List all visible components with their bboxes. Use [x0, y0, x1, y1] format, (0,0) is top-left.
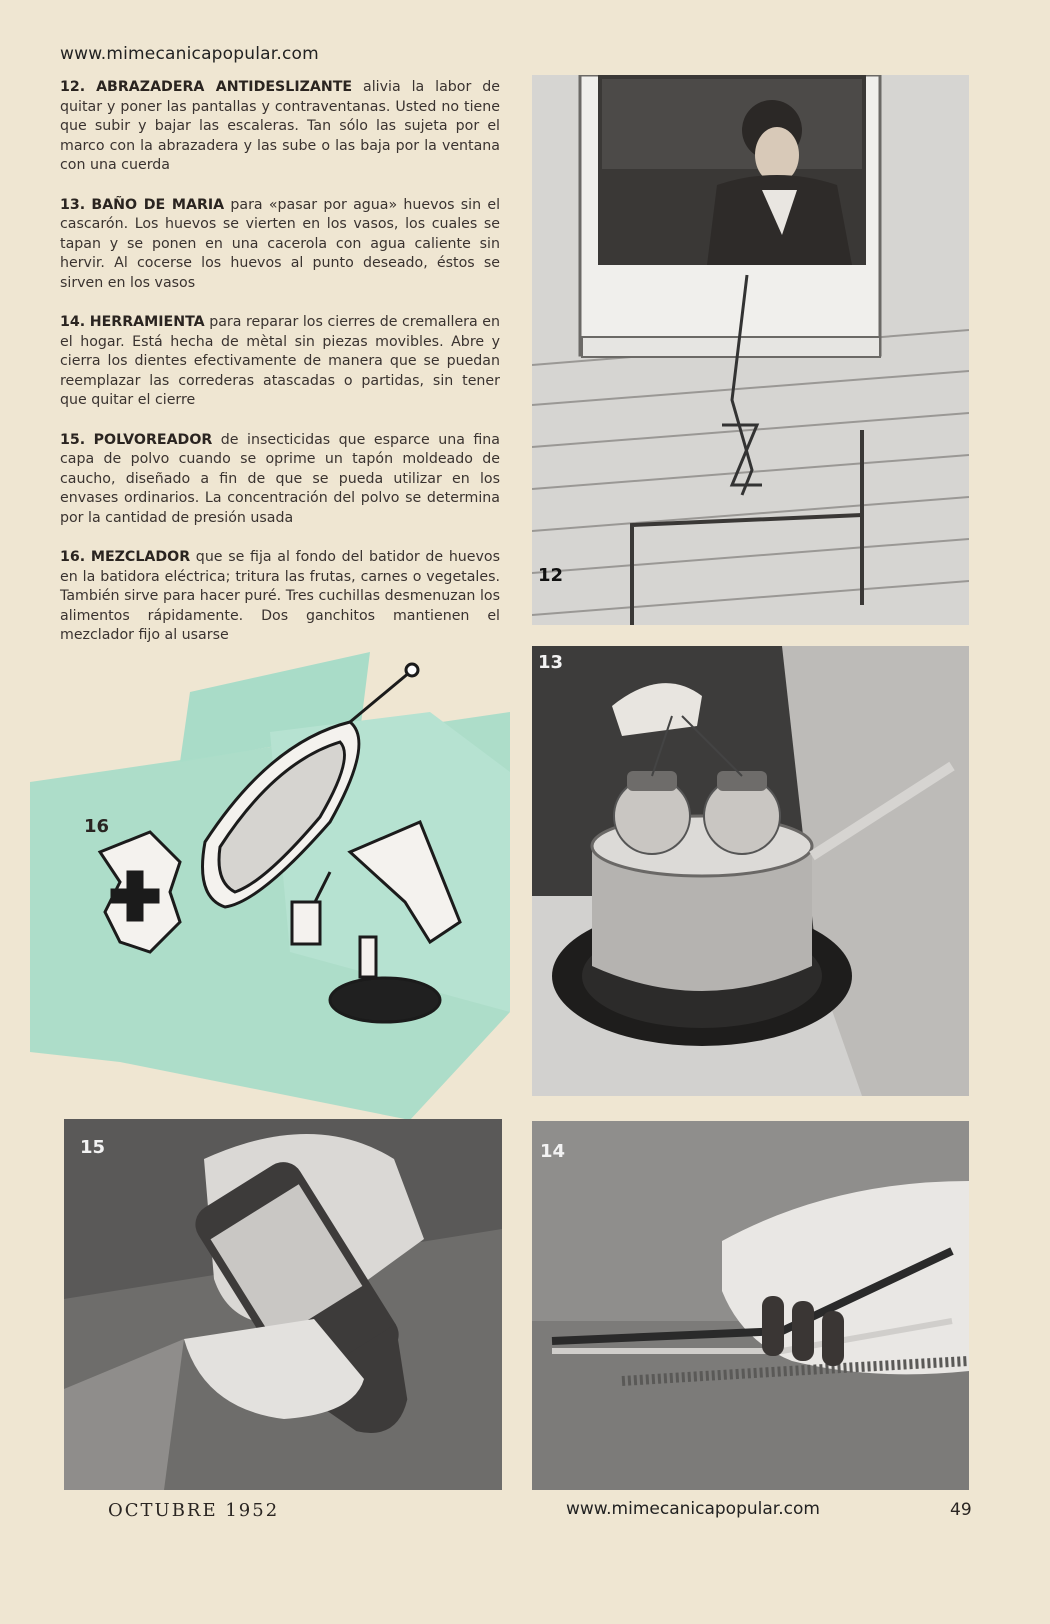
- illustration-16-mixer: [30, 652, 510, 1120]
- item-12-text: alivia la labor de quitar y poner las pantallas y contraventanas. Usted no tiene que subir y bajar las escaleras. Tan sólo las sujeta por el marco con la abrazadera y las sube o las baja por la ventana con una cuerda: [60, 79, 500, 173]
- item-15-num: 15.: [60, 431, 86, 448]
- item-15-title: POLVOREADOR: [93, 431, 213, 448]
- mixer-illustration: [30, 652, 510, 1120]
- item-16-title: MEZCLADOR: [90, 549, 191, 565]
- article-body: [60, 78, 500, 666]
- photo-13-egg-poacher: [532, 646, 969, 1096]
- item-15-text: de insecticidas que esparce una fina capa de polvo cuando se oprime un tapón moldeado de caucho, diseñado a fin de que se pueda utilizar en los envases ordinarios. La concentración del polvo se determina por la cantidad de presión usada: [60, 431, 500, 526]
- figure-number-15: 15: [80, 1137, 106, 1158]
- item-12: [60, 78, 500, 176]
- site-header-url[interactable]: www.mimecanicapopular.com: [60, 44, 319, 64]
- item-16-text: que se fija al fondo del batidor de huevos en la batidora eléctrica; tritura las frutas, carnes o vegetales. También sirve para hacer puré. Tres cuchillas desmenuzan los alimentos rápidamente. Dos ganchitos mantienen el mezclador fijo al usarse: [60, 549, 500, 643]
- figure-number-16: 16: [84, 816, 110, 837]
- item-13-text: para «pasar por agua» huevos sin el cascarón. Los huevos se vierten en los vasos, los cuales se tapan y se ponen en una cacerola con agua caliente sin hervir. Al cocerse los huevos al punto deseado, éstos se sirven en los vasos: [60, 196, 501, 291]
- window-clamp-illustration: [532, 75, 969, 625]
- item-13-title: BAÑO DE MARIA: [91, 196, 225, 213]
- item-13-num: 13.: [60, 196, 86, 213]
- item-13: [60, 196, 500, 294]
- item-16-num: 16.: [60, 549, 86, 565]
- item-16: [60, 548, 500, 646]
- photo-14-zipper-tool: [532, 1121, 969, 1490]
- item-15: [60, 431, 500, 529]
- zipper-tool-illustration: [532, 1121, 969, 1490]
- item-12-title: ABRAZADERA ANTIDESLIZANTE: [96, 79, 353, 95]
- egg-poacher-illustration: [532, 646, 969, 1096]
- item-14-text: para reparar los cierres de cremallera en el hogar. Está hecha de mètal sin piezas movibles. Abre y cierra los dientes efectivamente de manera que se puedan reemplazar las correderas atascadas o partidas, sin tener que quitar el cierre: [60, 314, 500, 408]
- item-12-num: 12.: [60, 79, 86, 95]
- footer-site-url[interactable]: www.mimecanicapopular.com: [566, 1499, 820, 1519]
- photo-15-insecticide-duster: [64, 1119, 502, 1490]
- figure-number-12: 12: [538, 565, 564, 586]
- page-number: 49: [950, 1500, 972, 1520]
- figure-number-13: 13: [538, 652, 564, 673]
- item-14-num: 14.: [60, 314, 86, 330]
- item-14-title: HERRAMIENTA: [89, 314, 205, 330]
- duster-illustration: [64, 1119, 502, 1490]
- photo-12-window-clamp: [532, 75, 969, 625]
- item-14: [60, 313, 500, 411]
- footer-issue-date: OCTUBRE 1952: [108, 1500, 280, 1521]
- figure-number-14: 14: [540, 1141, 566, 1162]
